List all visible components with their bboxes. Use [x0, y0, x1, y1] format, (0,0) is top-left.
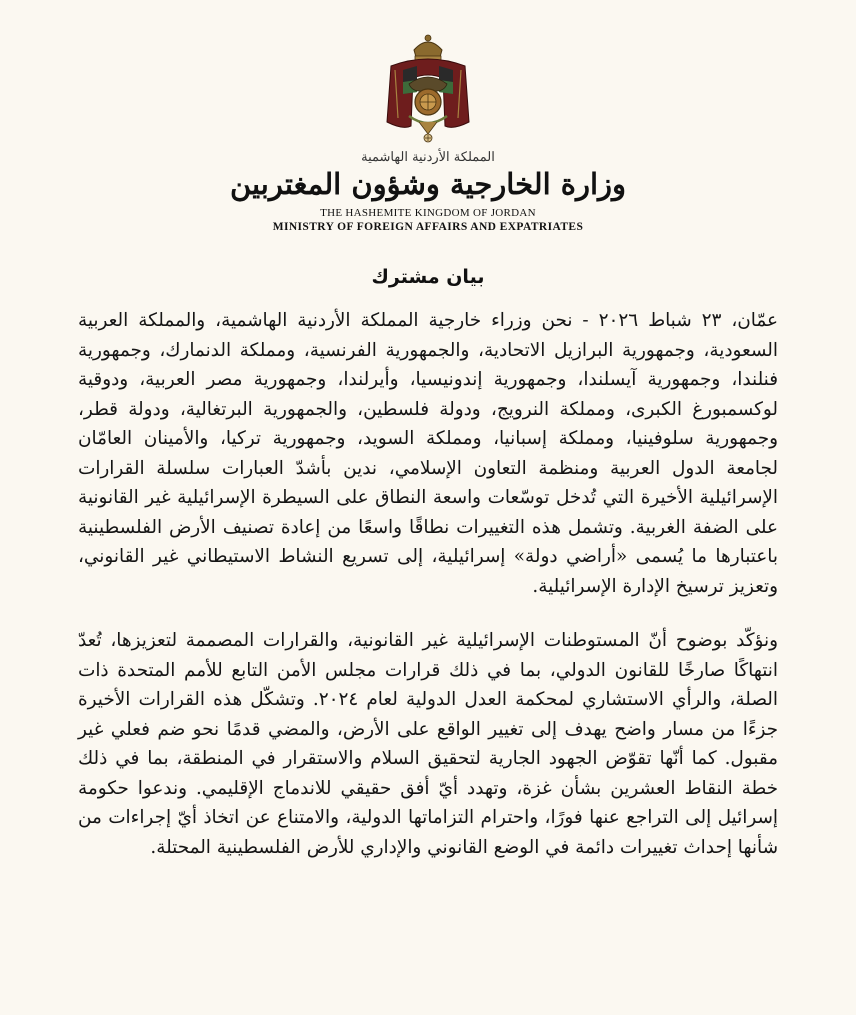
- letterhead: [0, 30, 856, 233]
- ministry-name-english: MINISTRY OF FOREIGN AFFAIRS AND EXPATRIATES: [272, 221, 584, 233]
- jordan-coat-of-arms-icon: [373, 30, 483, 148]
- kingdom-name-english: THE HASHEMITE KINGDOM OF JORDAN: [320, 207, 536, 219]
- ministry-name-arabic: وزارة الخارجية وشؤون المغتربين: [229, 167, 627, 201]
- kingdom-name-arabic: المملكة الأردنية الهاشمية: [361, 150, 495, 165]
- statement-paragraph-2: ونؤكّد بوضوح أنّ المستوطنات الإسرائيلية غير القانونية، والقرارات المصممة لتعزيزها، تُعدّ انتهاكًا صارخًا للقانون الدولي، بما في ذلك قرارات مجلس الأمن التابع للأمم المتحدة ذات الصلة، والرأي الاستشاري لمحكمة العدل الدولية لعام ٢٠٢٤. وتشكّل هذه القرارات الأخيرة جزءًا من مسار واضح يهدف إلى تغيير الواقع على الأرض، والمضي قدمًا نحو ضم فعلي غير مقبول. كما أنّها تقوّض الجهود الجارية لتحقيق السلام والاستقرار في المنطقة، بما في ذلك خطة النقاط العشرين بشأن غزة، وتهدد أيّ أفق حقيقي للاندماج الإقليمي. وندعوا حكومة إسرائيل إلى التراجع عنها فورًا، واحترام التزاماتها الدولية، والامتناع عن اتخاذ أيّ إجراءات من شأنها إحداث تغييرات دائمة في الوضع القانوني والإداري للأرض الفلسطينية المحتلة.: [78, 630, 778, 858]
- document-title: بيان مشترك: [371, 266, 485, 288]
- statement-body: [78, 306, 778, 862]
- statement-paragraph-1: عمّان، ٢٣ شباط ٢٠٢٦ - نحن وزراء خارجية المملكة الأردنية الهاشمية، والمملكة العربية السعودية، وجمهورية البرازيل الاتحادية، والجمهورية الفرنسية، ومملكة الدنمارك، وجمهورية فنلندا، وجمهورية آيسلندا، وجمهورية إندونيسيا، وأيرلندا، وجمهورية مصر العربية، ودوقية لوكسمبورغ الكبرى، ومملكة النرويج، ودولة فلسطين، والجمهورية البرتغالية، ودولة قطر، وجمهورية سلوفينيا، ومملكة إسبانيا، ومملكة السويد، وجمهورية تركيا، والأمينان العامّان لجامعة الدول العربية ومنظمة التعاون الإسلامي، ندين بأشدّ العبارات سلسلة القرارات الإسرائيلية الأخيرة التي تُدخل توسّعات واسعة النطاق على السيطرة الإسرائيلية غير القانونية على الضفة الغربية. وتشمل هذه التغييرات نطاقًا واسعًا من إعادة تصنيف الأرض الفلسطينية باعتبارها ما يُسمى «أراضي دولة» إسرائيلية، إلى تسريع النشاط الاستيطاني غير القانوني، وتعزيز ترسيخ الإدارة الإسرائيلية.: [78, 310, 778, 597]
